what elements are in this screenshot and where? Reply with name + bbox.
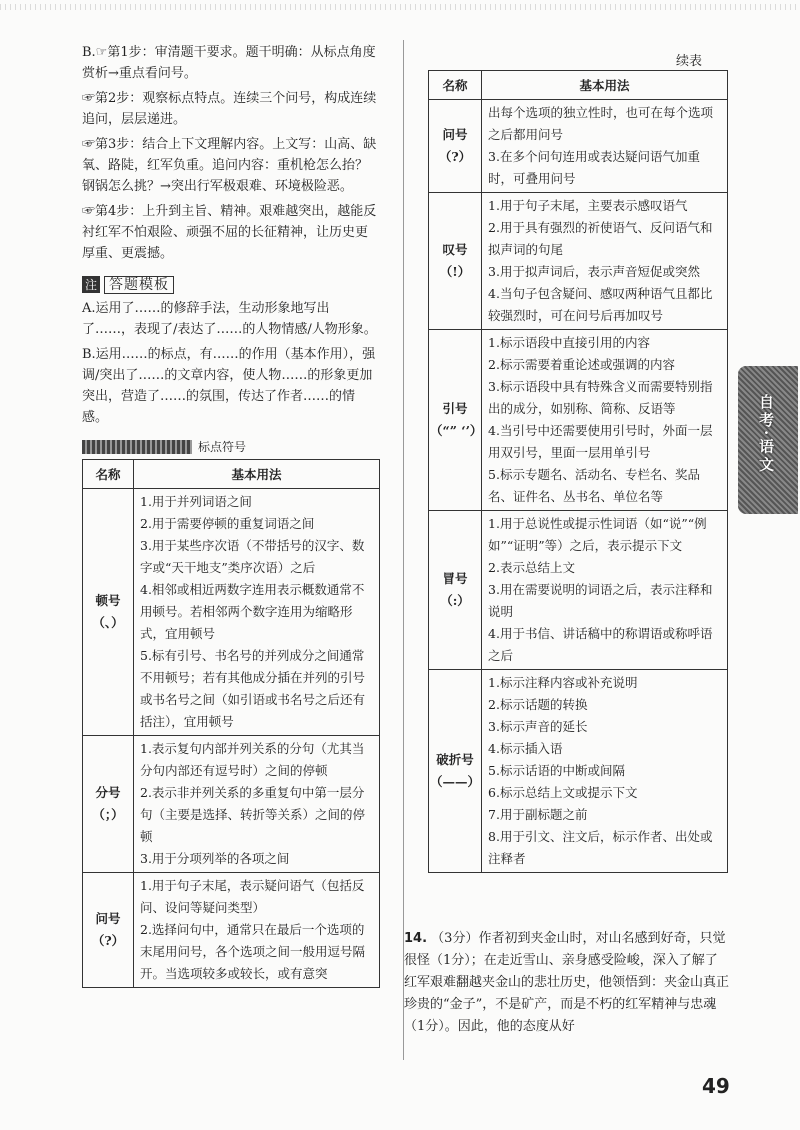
punct-symbol: （；） xyxy=(92,807,124,822)
usage-item: 1.标示注释内容或补充说明 xyxy=(488,675,638,690)
usage-item: 4.当引号中还需要使用引号时，外面一层用双引号，里面一层用单引号 xyxy=(488,423,713,460)
answer-template-heading xyxy=(82,274,174,294)
table-row xyxy=(429,193,728,330)
table-header-row xyxy=(429,71,728,100)
usage-item: 1.用于句子末尾，主要表示感叹语气 xyxy=(488,198,688,213)
punct-usage-cell xyxy=(482,100,728,193)
section-side-tab xyxy=(738,366,798,514)
usage-item: 2.表示总结上文 xyxy=(488,560,575,575)
usage-item: 8.用于引文、注文后，标示作者、出处或注释者 xyxy=(488,829,713,866)
table-row xyxy=(83,873,380,988)
punct-symbol: （!） xyxy=(439,264,471,279)
usage-item: 1.用于总说性或提示性词语（如“说”“例如”“证明”等）之后，表示提示下文 xyxy=(488,516,707,553)
table-row xyxy=(429,670,728,873)
step4-text: ☞第4步：上升到主旨、精神。艰难越突出，越能反衬红军不怕艰险、顽强不屈的长征精神，让历史更厚重、更震撼。 xyxy=(82,204,377,261)
table-row xyxy=(83,736,380,873)
step2-text: ☞第2步：观察标点特点。连续三个问号，构成连续追问，层层递进。 xyxy=(82,91,377,127)
punct-name: 破折号 xyxy=(436,752,474,767)
punct-name: 引号 xyxy=(442,401,468,416)
punct-symbol: （——） xyxy=(430,774,481,789)
usage-item: 1.用于并列词语之间 xyxy=(140,494,252,509)
usage-item: 3.用于拟声词后，表示声音短促或突然 xyxy=(488,264,700,279)
punct-usage-cell xyxy=(482,193,728,330)
scan-noise xyxy=(0,4,800,10)
step1-text: B.☞第1步：审清题干要求。题干明确：从标点角度赏析→重点看问号。 xyxy=(82,45,376,81)
punct-usage-cell xyxy=(134,873,380,988)
header-usage: 基本用法 xyxy=(134,460,380,489)
punct-usage-cell xyxy=(482,511,728,670)
punct-usage-cell xyxy=(134,489,380,736)
usage-item: 2.选择问句中，通常只在最后一个选项的末尾用问号，各个选项之间一般用逗号隔开。当选项较多或较长，或有意突 xyxy=(140,922,366,981)
table-header-row xyxy=(83,460,380,489)
usage-item: 3.用于分项列举的各项之间 xyxy=(140,851,290,866)
template-b: B.运用……的标点，有……的作用（基本作用），强调/突出了……的文章内容，使人物……的形象更加突出，营造了……的氛围，传达了作者……的情感。 xyxy=(82,347,376,425)
template-title: 答题模板 xyxy=(104,276,174,294)
punct-symbol: （?） xyxy=(91,933,125,948)
usage-item: 1.表示复句内部并列关系的分句（尤其当分句内部还有逗号时）之间的停顿 xyxy=(140,741,365,778)
table-row xyxy=(83,489,380,736)
usage-item: 4.标示插入语 xyxy=(488,741,563,756)
page-number: 49 xyxy=(702,1074,730,1098)
punct-symbol: （:） xyxy=(440,593,470,608)
punct-name: 叹号 xyxy=(442,242,468,257)
header-name: 名称 xyxy=(429,71,482,100)
usage-item: 2.用于需要停顿的重复词语之间 xyxy=(140,516,315,531)
usage-item: 6.标示总结上文或提示下文 xyxy=(488,785,638,800)
punct-name-cell xyxy=(429,670,482,873)
usage-item: 3.用在需要说明的词语之后，表示注释和说明 xyxy=(488,582,713,619)
punct-symbol: （“” ‘’） xyxy=(430,423,483,438)
usage-item: 2.标示需要着重论述或强调的内容 xyxy=(488,357,675,372)
punct-name: 分号 xyxy=(95,785,121,800)
table-row xyxy=(429,511,728,670)
table-row xyxy=(429,100,728,193)
column-divider xyxy=(403,40,404,1060)
usage-item: 2.表示非并列关系的多重复句中第一层分句（主要是选择、转折等关系）之间的停顿 xyxy=(140,785,366,844)
knowledge-heading xyxy=(82,438,380,455)
question-14 xyxy=(404,928,730,1038)
side-tab-label: 自考·语文 xyxy=(757,394,775,475)
usage-item: 2.标示话题的转换 xyxy=(488,697,588,712)
punct-name-cell xyxy=(429,330,482,511)
punct-usage-cell xyxy=(134,736,380,873)
usage-item: 5.标示话语的中断或间隔 xyxy=(488,763,625,778)
continued-label: 续表 xyxy=(676,54,703,69)
usage-item: 1.用于句子末尾，表示疑问语气（包括反问、设问等疑问类型） xyxy=(140,878,365,915)
usage-item: 5.标示专题名、活动名、专栏名、奖品名、证件名、丛书名、单位名等 xyxy=(488,467,700,504)
step3-text: ☞第3步：结合上下文理解内容。上文写：山高、缺氧、路陡，红军负重。追问内容：重机枪怎么抬？钢锅怎么挑？→突出行军极艰难、环境极险恶。 xyxy=(82,137,377,194)
punct-usage-cell xyxy=(482,670,728,873)
punctuation-table-right xyxy=(428,70,728,873)
usage-item: 3.在多个问句连用或表达疑问语气加重时，可叠用问号 xyxy=(488,149,700,186)
usage-item: 3.标示声音的延长 xyxy=(488,719,588,734)
punctuation-table-left xyxy=(82,459,380,988)
usage-item: 3.标示语段中具有特殊含义而需要特别指出的成分，如别称、简称、反语等 xyxy=(488,379,713,416)
punct-name-cell xyxy=(83,736,134,873)
knowledge-band xyxy=(82,440,192,454)
header-usage: 基本用法 xyxy=(482,71,728,100)
punct-name-cell xyxy=(83,489,134,736)
punct-usage-cell xyxy=(482,330,728,511)
usage-item: 5.标有引号、书名号的并列成分之间通常不用顿号；若有其他成分插在并列的引号或书名号之间（如引语或书名号之后还有括注），宜用顿号 xyxy=(140,648,366,729)
punct-name: 冒号 xyxy=(442,571,468,586)
punct-symbol: （?） xyxy=(438,149,472,164)
punct-name: 问号 xyxy=(95,911,121,926)
right-column xyxy=(428,70,728,873)
usage-item: 4.相邻或相近两数字连用表示概数通常不用顿号。若相邻两个数字连用为缩略形式，宜用顿号 xyxy=(140,582,365,641)
question-text: （3分）作者初到夹金山时，对山名感到好奇，只觉很怪（1分）；在走近雪山、亲身感受险峻，深入了解了红军艰难翻越夹金山的悲壮历史，他领悟到：夹金山真正珍贵的“金子”，不是矿产，而是不朽的红军精神与忠魂（1分）。因此，他的态度从好 xyxy=(404,931,730,1034)
punct-name-cell xyxy=(429,511,482,670)
template-a: A.运用了……的修辞手法，生动形象地写出了……，表现了/表达了……的人物情感/人物形象。 xyxy=(82,301,377,337)
punct-name-cell xyxy=(83,873,134,988)
header-name: 名称 xyxy=(83,460,134,489)
usage-item: 1.标示语段中直接引用的内容 xyxy=(488,335,650,350)
template-tag: 注 xyxy=(82,276,100,293)
punct-symbol: （、） xyxy=(92,615,124,630)
usage-item: 7.用于副标题之前 xyxy=(488,807,588,822)
punct-name-cell xyxy=(429,193,482,330)
left-column xyxy=(82,42,380,988)
punct-name: 问号 xyxy=(442,127,468,142)
usage-item: 2.用于具有强烈的祈使语气、反问语气和拟声词的句尾 xyxy=(488,220,713,257)
table-row xyxy=(429,330,728,511)
punct-name-cell xyxy=(429,100,482,193)
usage-item: 4.用于书信、讲话稿中的称谓语或称呼语之后 xyxy=(488,626,713,663)
usage-item: 3.用于某些序次语（不带括号的汉字、数字或“天干地支”类序次语）之后 xyxy=(140,538,365,575)
punct-name: 顿号 xyxy=(95,593,121,608)
usage-item: 出每个选项的独立性时，也可在每个选项之后都用问号 xyxy=(488,105,714,142)
knowledge-title: 标点符号 xyxy=(198,440,247,454)
question-number: 14. xyxy=(404,931,428,946)
usage-item: 4.当句子包含疑问、感叹两种语气且都比较强烈时，可在问号后再加叹号 xyxy=(488,286,713,323)
